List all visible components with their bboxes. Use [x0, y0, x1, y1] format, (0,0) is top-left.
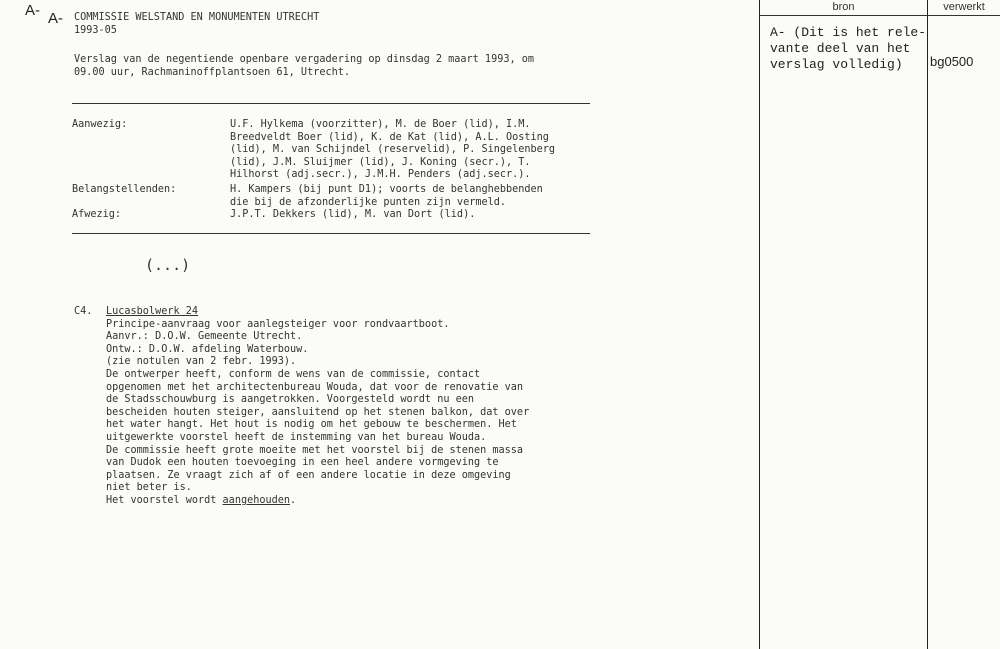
bron-column-right-border: [927, 0, 928, 649]
absent-label: Afwezig:: [72, 209, 122, 220]
conclusion-decision: aangehouden: [222, 494, 291, 506]
item-line: van Dudok een houten toevoeging in een heel andere vormgeving te: [106, 457, 499, 469]
divider-top: [72, 103, 590, 104]
present-line: (lid), M. van Schijndel (reservelid), P. Singelenberg: [230, 144, 556, 156]
conclusion-prefix: Het voorstel wordt: [106, 494, 223, 506]
intro-line-1: Verslag van de negentiende openbare vergadering op dinsdag 2 maart 1993, om: [74, 54, 535, 65]
divider-bottom: [72, 233, 590, 234]
item-line: Ontw.: D.O.W. afdeling Waterbouw.: [106, 343, 309, 355]
conclusion-suffix: .: [290, 494, 297, 506]
item-line: Aanvr.: D.O.W. Gemeente Utrecht.: [106, 331, 303, 343]
stakeholders-list: [230, 184, 543, 209]
margin-mark: A-: [25, 2, 40, 19]
bron-note: A- (Dit is het rele- vante deel van het verslag volledig): [770, 25, 927, 72]
present-line: U.F. Hylkema (voorzitter), M. de Boer (lid), I.M.: [230, 119, 531, 130]
item-code: C4.: [74, 306, 93, 317]
item-line: Principe-aanvraag voor aanlegsteiger voor rondvaartboot.: [106, 318, 450, 330]
report-number: 1993-05: [74, 25, 117, 36]
intro-line-2: 09.00 uur, Rachmaninoffplantsoen 61, Utrecht.: [74, 67, 351, 78]
item-line: De ontwerper heeft, conform de wens van de commissie, contact: [106, 368, 481, 380]
item-title: Lucasbolwerk 24: [106, 306, 199, 317]
present-line: Hilhorst (adj.secr.), J.M.H. Penders (adj.secr.).: [230, 169, 531, 181]
item-line: (zie notulen van 2 febr. 1993).: [106, 356, 297, 368]
verwerkt-code: bg0500: [930, 54, 974, 69]
absent-line: J.P.T. Dekkers (lid), M. van Dort (lid).: [230, 209, 476, 220]
stakeholders-line: die bij de afzonderlijke punten zijn vermeld.: [230, 196, 507, 208]
item-body: [106, 306, 529, 508]
present-line: Breedveldt Boer (lid), K. de Kat (lid), A.L. Oosting: [230, 131, 549, 143]
letter-mark: A-: [48, 10, 63, 27]
bron-column-left-border: [759, 0, 760, 649]
item-line: uitgewerkte voorstel heeft de instemming van het bureau Wouda.: [106, 431, 487, 443]
item-line: de Stadsschouwburg is aangetrokken. Voorgesteld wordt nu een: [106, 394, 475, 406]
bron-header: bron: [832, 1, 855, 13]
column-header-rule: [759, 15, 1000, 16]
item-line: bescheiden houten steiger, aansluitend op het stenen balkon, dat over: [106, 406, 530, 418]
item-line: De commissie heeft grote moeite met het voorstel bij de stenen massa: [106, 444, 524, 456]
present-label: Aanwezig:: [72, 119, 128, 130]
item-conclusion: [106, 495, 529, 508]
organization-title: COMMISSIE WELSTAND EN MONUMENTEN UTRECHT: [74, 12, 320, 23]
item-line: opgenomen met het architectenbureau Wouda, dat voor de renovatie van: [106, 381, 524, 393]
stakeholders-label: Belangstellenden:: [72, 184, 177, 195]
item-line: plaatsen. Ze vraagt zich af of een andere locatie in deze omgeving: [106, 469, 511, 481]
item-line: niet beter is.: [106, 482, 192, 494]
verwerkt-header: verwerkt: [943, 1, 985, 13]
omission-marker: (...): [145, 256, 191, 274]
present-list: [230, 119, 555, 182]
present-line: (lid), J.M. Sluijmer (lid), J. Koning (secr.), T.: [230, 156, 531, 168]
item-line: het water hangt. Het hout is nodig om het gebouw te beschermen. Het: [106, 419, 517, 431]
stakeholders-line: H. Kampers (bij punt D1); voorts de belanghebbenden: [230, 184, 543, 195]
